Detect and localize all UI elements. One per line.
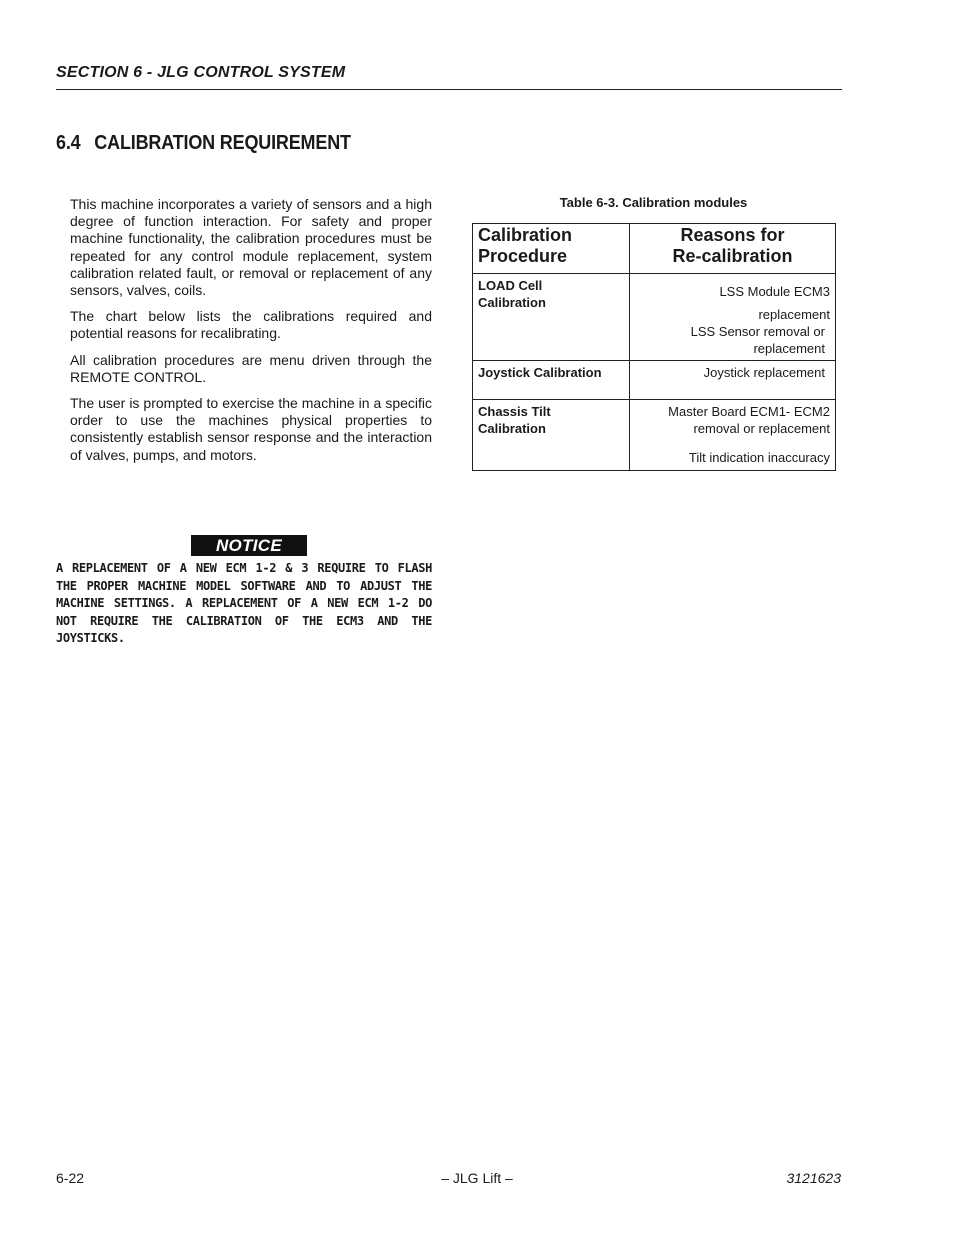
procedure-cell [473,274,630,361]
reason-line: Master Board ECM1- ECM2 [668,404,830,419]
procedure-line: Joystick Calibration [478,365,602,380]
notice-badge: NOTICE [191,535,307,556]
calibration-table [472,223,836,471]
reason-cell [630,274,836,361]
reason-cell [630,400,836,471]
table-row [473,400,836,471]
footer-page-number: 6-22 [56,1170,85,1186]
procedure-line: LOAD Cell [478,278,543,293]
header-procedure-line2: Procedure [478,246,568,266]
header-divider [56,89,842,90]
procedure-line: Calibration [478,295,546,310]
section-number: 6.4 [56,132,81,154]
procedure-line: Calibration [478,421,546,436]
reason-line: removal or replacement [693,421,830,436]
notice-text: A REPLACEMENT OF A NEW ECM 1-2 & 3 REQUIRE TO FLASH THE PROPER MACHINE MODEL SOFTWARE AND TO ADJUST THE MACHINE SETTINGS. A REPLACEMENT OF A NEW ECM 1-2 DO NOT REQUIRE THE CALIBRATION OF THE ECM3 AND THE JOYSTICKS. [56,561,432,645]
table-row [473,274,836,361]
header-procedure [473,224,630,274]
table-caption: Table 6-3. Calibration modules [559,195,748,210]
section-heading [56,132,351,155]
header-reasons-line2: Re-calibration [672,246,793,266]
body-text [70,196,432,473]
header-procedure-line1: Calibration [478,225,573,245]
footer-doc-number: 3121623 [786,1170,841,1186]
procedure-line: Chassis Tilt [478,404,551,419]
reason-line: Joystick replacement [703,365,825,380]
paragraph: All calibration procedures are menu driven through the REMOTE CONTROL. [70,351,432,385]
table-row [473,361,836,400]
procedure-cell [473,400,630,471]
table-header-row [473,224,836,274]
paragraph: This machine incorporates a variety of sensors and a high degree of function interaction. For safety and proper machine functionality, the calibration procedures must be repeated for any control module replacement, system calibration related fault, or removal or replacement of any sensors, valves, coils. [70,196,432,299]
reason-line: replacement [758,307,830,322]
reason-cell [630,361,836,400]
reason-line: LSS Module ECM3 [719,284,830,299]
reason-line: replacement [753,341,825,356]
reason-line: Tilt indication inaccuracy [688,450,830,465]
header-reasons-line1: Reasons for [680,225,785,245]
header-reasons [630,224,836,274]
paragraph: The chart below lists the calibrations required and potential reasons for recalibrating. [70,308,432,342]
reason-line: LSS Sensor removal or [690,324,825,339]
paragraph: The user is prompted to exercise the machine in a specific order to use the machines physical properties to consistently establish sensor response and the interaction of valves, pumps, and motors. [70,395,432,463]
procedure-cell [473,361,630,400]
section-header-title: SECTION 6 - JLG CONTROL SYSTEM [56,64,346,81]
section-title: CALIBRATION REQUIREMENT [94,132,351,154]
footer-center: – JLG Lift – [441,1170,513,1186]
